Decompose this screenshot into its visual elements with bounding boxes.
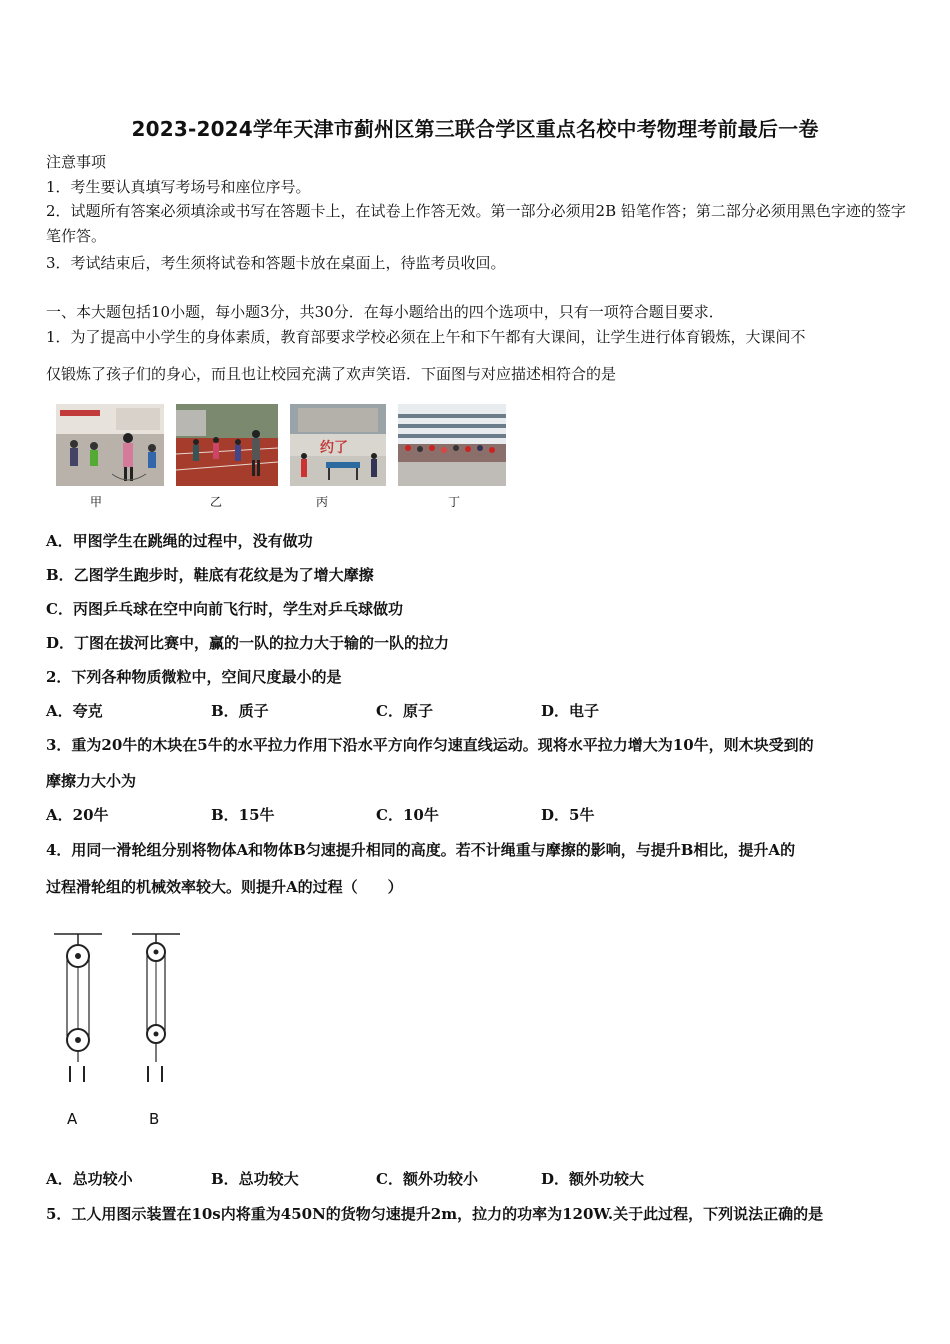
notice-item-3: 3．考试结束后，考生须将试卷和答题卡放在桌面上，待监考员收回。 bbox=[46, 254, 506, 272]
q2-option-a: A．夸克 bbox=[46, 702, 103, 720]
page-title: 2023-2024学年天津市蓟州区第三联合学区重点名校中考物理考前最后一卷 bbox=[131, 117, 819, 141]
q1-caption-bing: 丙 bbox=[316, 495, 329, 509]
q5-stem: 5．工人用图示装置在10s内将重为450N的货物匀速提升2m，拉力的功率为120W.关于此过程，下列说法正确的是 bbox=[46, 1205, 824, 1223]
q4-pulley-diagram-b bbox=[128, 928, 188, 1088]
q4-figure-label-b: B bbox=[149, 1110, 160, 1128]
q1-stem-line1: 1．为了提高中小学生的身体素质，教育部要求学校必须在上午和下午都有大课间，让学生进行体育锻炼，大课间不 bbox=[46, 328, 806, 346]
q3-option-a: A．20牛 bbox=[46, 806, 109, 824]
q1-photo-yi bbox=[176, 404, 278, 486]
q3-stem-line2: 摩擦力大小为 bbox=[46, 772, 137, 790]
q4-stem-line2: 过程滑轮组的机械效率较大。则提升A的过程（ ） bbox=[46, 878, 403, 896]
notice-item-1: 1．考生要认真填写考场号和座位序号。 bbox=[46, 178, 311, 196]
q3-option-c: C．10牛 bbox=[376, 806, 439, 824]
q4-pulley-diagram-a bbox=[50, 928, 110, 1088]
notice-heading: 注意事项 bbox=[46, 153, 107, 171]
q2-stem: 2．下列各种物质微粒中，空间尺度最小的是 bbox=[46, 668, 342, 686]
section-heading: 一、本大题包括10小题，每小题3分，共30分．在每小题给出的四个选项中，只有一项符合题目要求． bbox=[46, 303, 724, 321]
q1-option-d: D．丁图在拔河比赛中，赢的一队的拉力大于输的一队的拉力 bbox=[46, 634, 450, 652]
q1-caption-jia: 甲 bbox=[90, 495, 103, 509]
q3-option-b: B．15牛 bbox=[211, 806, 275, 824]
q1-option-c: C．丙图乒乓球在空中向前飞行时，学生对乒乓球做功 bbox=[46, 600, 403, 618]
svg-text:约了: 约了 bbox=[320, 440, 348, 456]
q4-stem-line1: 4．用同一滑轮组分别将物体A和物体B匀速提升相同的高度。若不计绳重与摩擦的影响，与提升B相比，提升A的 bbox=[46, 841, 796, 859]
q1-photo-jia bbox=[56, 404, 164, 486]
q1-caption-ding: 丁 bbox=[448, 495, 461, 509]
q4-option-a: A．总功较小 bbox=[46, 1170, 133, 1188]
q1-photo-bing bbox=[290, 404, 386, 486]
q2-option-d: D．电子 bbox=[541, 702, 600, 720]
q1-option-a: A．甲图学生在跳绳的过程中，没有做功 bbox=[46, 532, 313, 550]
q1-stem-line2: 仅锻炼了孩子们的身心，而且也让校园充满了欢声笑语．下面图与对应描述相符合的是 bbox=[46, 365, 617, 383]
q2-option-b: B．质子 bbox=[211, 702, 269, 720]
q4-figure-label-a: A bbox=[67, 1110, 78, 1128]
q1-option-b: B．乙图学生跑步时，鞋底有花纹是为了增大摩擦 bbox=[46, 566, 374, 584]
q4-option-c: C．额外功较小 bbox=[376, 1170, 478, 1188]
q2-option-c: C．原子 bbox=[376, 702, 433, 720]
q3-option-d: D．5牛 bbox=[541, 806, 595, 824]
q1-photo-ding bbox=[398, 404, 506, 486]
q3-stem-line1: 3．重为20牛的木块在5牛的水平拉力作用下沿水平方向作匀速直线运动。现将水平拉力增大为10牛，则木块受到的 bbox=[46, 736, 814, 754]
notice-item-2: 2．试题所有答案必须填涂或书写在答题卡上，在试卷上作答无效。第一部分必须用2B 铅笔作答；第二部分必须用黑色字迹的签字笔作答。 bbox=[46, 202, 906, 245]
q4-option-d: D．额外功较大 bbox=[541, 1170, 645, 1188]
q4-option-b: B．总功较大 bbox=[211, 1170, 299, 1188]
q1-caption-yi: 乙 bbox=[210, 495, 223, 509]
